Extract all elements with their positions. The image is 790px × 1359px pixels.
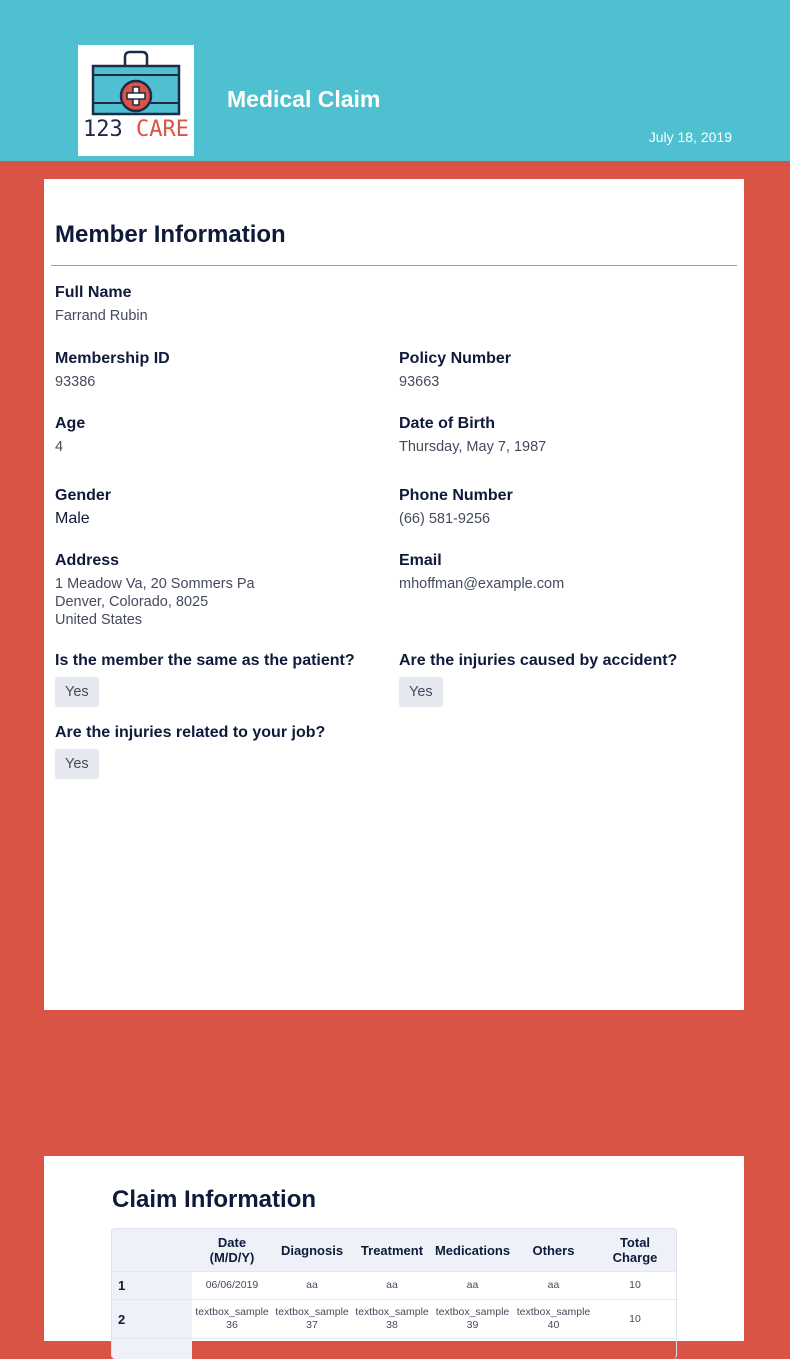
cell-empty [513,1339,594,1359]
related-to-job-field [55,723,385,779]
full-name-field [55,283,385,325]
caused-by-accident-answer: Yes [399,677,443,707]
membership-id-label: Membership ID [55,349,385,369]
header-date: July 18, 2019 [649,129,732,145]
gender-value: Male [55,510,385,528]
same-as-patient-label: Is the member the same as the patient? [55,651,385,671]
column-header-number [112,1229,192,1272]
policy-number-label: Policy Number [399,349,729,369]
gender-label: Gender [55,486,385,506]
address-field [55,551,385,629]
policy-number-value: 93663 [399,373,729,391]
related-to-job-label: Are the injuries related to your job? [55,723,385,743]
member-section-title: Member Information [55,221,286,249]
column-header-treatment: Treatment [352,1229,432,1272]
member-information-card [44,179,744,1010]
section-divider [51,265,737,266]
column-header-total-charge: Total Charge [594,1229,676,1272]
related-to-job-answer: Yes [55,749,99,779]
cell-medications: textbox_sample39 [432,1300,513,1339]
company-logo [78,45,194,156]
address-line-1: 1 Meadow Va, 20 Sommers Pa [55,575,385,593]
column-header-medications: Medications [432,1229,513,1272]
address-line-3: United States [55,611,385,629]
phone-number-field [399,486,729,528]
age-value: 4 [55,438,385,456]
email-label: Email [399,551,729,571]
membership-id-value: 93386 [55,373,385,391]
date-of-birth-label: Date of Birth [399,414,729,434]
logo-brand: CARE [136,117,189,142]
cell-empty [352,1339,432,1359]
same-as-patient-answer: Yes [55,677,99,707]
date-of-birth-field [399,414,729,456]
logo-text [78,117,194,143]
email-field [399,551,729,593]
cell-empty [192,1339,272,1359]
table-header-row [112,1229,676,1272]
address-label: Address [55,551,385,571]
phone-number-label: Phone Number [399,486,729,506]
email-value: mhoffman@example.com [399,575,729,593]
cell-others: aa [513,1272,594,1300]
row-number: 2 [112,1300,192,1339]
cell-diagnosis: textbox_sample37 [272,1300,352,1339]
page-header [0,0,790,161]
cell-treatment: textbox_sample38 [352,1300,432,1339]
claim-section-title: Claim Information [112,1186,316,1214]
logo-number: 123 [83,117,123,142]
cell-empty [594,1339,676,1359]
table-row [112,1300,676,1339]
table-row [112,1272,676,1300]
column-header-date: Date (M/D/Y) [192,1229,272,1272]
phone-number-value: (66) 581-9256 [399,510,729,528]
cell-treatment: aa [352,1272,432,1300]
cell-total-charge: 10 [594,1300,676,1339]
full-name-value: Farrand Rubin [55,307,385,325]
claim-table-container [111,1228,677,1359]
cell-total-charge: 10 [594,1272,676,1300]
cell-empty [432,1339,513,1359]
policy-number-field [399,349,729,391]
cell-date: 06/06/2019 [192,1272,272,1300]
claim-table [112,1229,676,1359]
caused-by-accident-field [399,651,729,707]
address-line-2: Denver, Colorado, 8025 [55,593,385,611]
row-number [112,1339,192,1359]
same-as-patient-field [55,651,385,707]
membership-id-field [55,349,385,391]
cell-empty [272,1339,352,1359]
cell-others: textbox_sample40 [513,1300,594,1339]
date-of-birth-value: Thursday, May 7, 1987 [399,438,729,456]
cell-date: textbox_sample36 [192,1300,272,1339]
column-header-others: Others [513,1229,594,1272]
cell-diagnosis: aa [272,1272,352,1300]
full-name-label: Full Name [55,283,385,303]
age-label: Age [55,414,385,434]
gender-field [55,486,385,528]
row-number: 1 [112,1272,192,1300]
caused-by-accident-label: Are the injuries caused by accident? [399,651,729,671]
claim-information-card [44,1156,744,1341]
page-title: Medical Claim [227,86,380,113]
age-field [55,414,385,456]
table-row [112,1339,676,1359]
cell-medications: aa [432,1272,513,1300]
column-header-diagnosis: Diagnosis [272,1229,352,1272]
